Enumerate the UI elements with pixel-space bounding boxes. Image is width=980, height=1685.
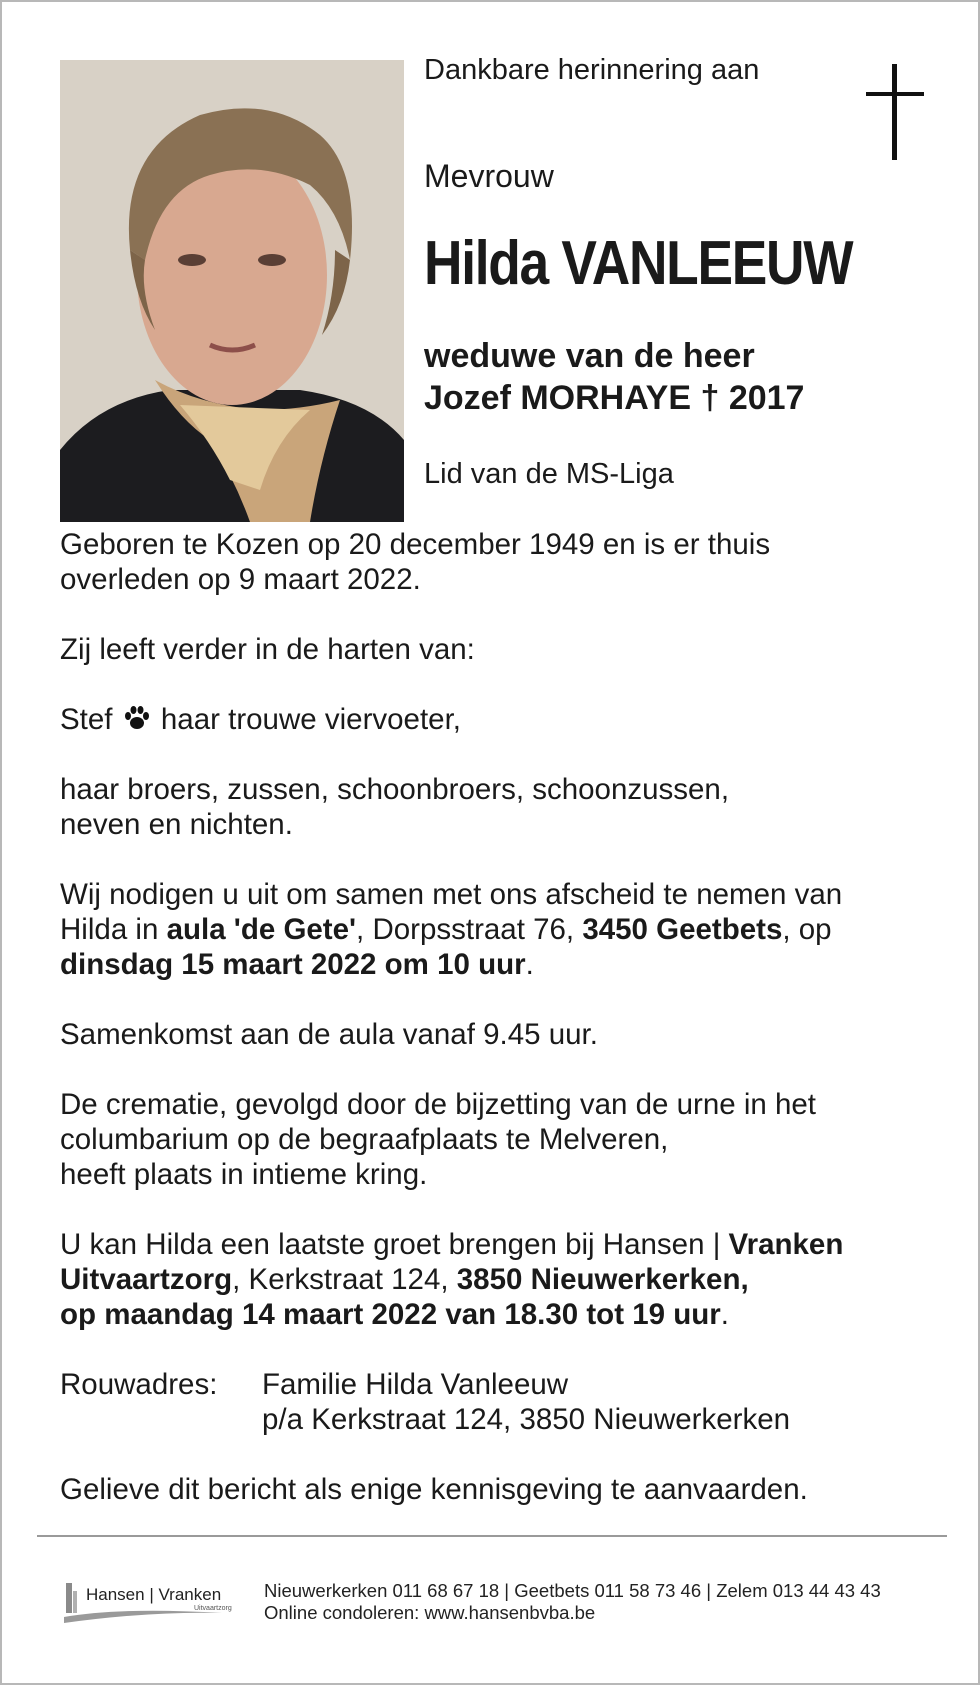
portrait-photo [60, 60, 404, 522]
family-paragraph [60, 772, 940, 842]
membership: Lid van de MS-Liga [424, 458, 674, 490]
spouse-line-2: Jozef MORHAYE † 2017 [424, 379, 805, 417]
phone-numbers: Nieuwerkerken 011 68 67 18 | Geetbets 011 58 73 46 | Zelem 013 44 43 43 [264, 1580, 881, 1601]
cremation-paragraph [60, 1087, 940, 1192]
greeting-date: op maandag 14 maart 2022 van 18.30 tot 19 uur [60, 1298, 721, 1331]
paw-icon [123, 704, 151, 732]
family-line-2: neven en nichten. [60, 808, 293, 841]
farewell-line-1: Wij nodigen u uit om samen met ons afscheid te nemen van [60, 878, 843, 911]
venue-street: , Dorpsstraat 76, [356, 913, 583, 946]
family-line-1: haar broers, zussen, schoonbroers, schoonzussen, [60, 773, 730, 806]
address-label: Rouwadres: [60, 1368, 218, 1401]
intro-text: Dankbare herinnering aan [424, 54, 760, 86]
farewell-text: Hilda in [60, 913, 167, 946]
address-line-2: p/a Kerkstraat 124, 3850 Nieuwerkerken [262, 1403, 791, 1436]
address-line-1: Familie Hilda Vanleeuw [262, 1368, 569, 1401]
birth-line-1: Geboren te Kozen op 20 december 1949 en is er thuis [60, 528, 771, 561]
period: . [720, 1298, 729, 1331]
greeting-paragraph [60, 1227, 940, 1332]
period: . [525, 948, 534, 981]
cross-icon [866, 64, 924, 160]
farewell-paragraph [60, 877, 940, 982]
closing-note: Gelieve dit bericht als enige kennisgeving te aanvaarden. [60, 1473, 808, 1506]
pet-line [60, 702, 940, 737]
venue-name: aula 'de Gete' [166, 913, 357, 946]
cremation-line-3: heeft plaats in intieme kring. [60, 1158, 428, 1191]
pet-name: Stef [60, 703, 113, 736]
funeral-home-street: , Kerkstraat 124, [232, 1263, 457, 1296]
logo-subtitle: Uitvaartzorg [194, 1605, 232, 1612]
farewell-text-end: , op [782, 913, 832, 946]
spouse-info [424, 335, 804, 419]
online-condolences: Online condoleren: www.hansenbvba.be [264, 1602, 596, 1623]
footer-contacts [264, 1580, 881, 1624]
birth-line-2: overleden op 9 maart 2022. [60, 563, 421, 596]
venue-city: 3450 Geetbets [582, 913, 783, 946]
logo-text: Hansen | Vranken [86, 1585, 222, 1604]
honorific: Mevrouw [424, 158, 554, 194]
funeral-home-name-1: Vranken [728, 1228, 844, 1261]
cremation-line-2: columbarium op de begraafplaats te Melveren, [60, 1123, 669, 1156]
announcement-body [60, 527, 940, 1542]
survivors-intro: Zij leeft verder in de harten van: [60, 633, 475, 666]
mourning-address [60, 1367, 940, 1437]
spouse-line-1: weduwe van de heer [424, 337, 755, 375]
greeting-text: U kan Hilda een laatste groet brengen bij Hansen | [60, 1228, 729, 1261]
footer-divider [37, 1535, 947, 1537]
funeral-home-city: 3850 Nieuwerkerken, [456, 1263, 749, 1296]
pet-text: haar trouwe viervoeter, [160, 703, 461, 736]
deceased-name: Hilda VANLEEUW [424, 229, 853, 298]
birth-paragraph [60, 527, 940, 597]
farewell-date: dinsdag 15 maart 2022 om 10 uur [60, 948, 526, 981]
funeral-home-logo [62, 1577, 242, 1627]
cremation-line-1: De crematie, gevolgd door de bijzetting van de urne in het [60, 1088, 816, 1121]
gathering-paragraph: Samenkomst aan de aula vanaf 9.45 uur. [60, 1018, 598, 1051]
funeral-home-name-2: Uitvaartzorg [60, 1263, 233, 1296]
